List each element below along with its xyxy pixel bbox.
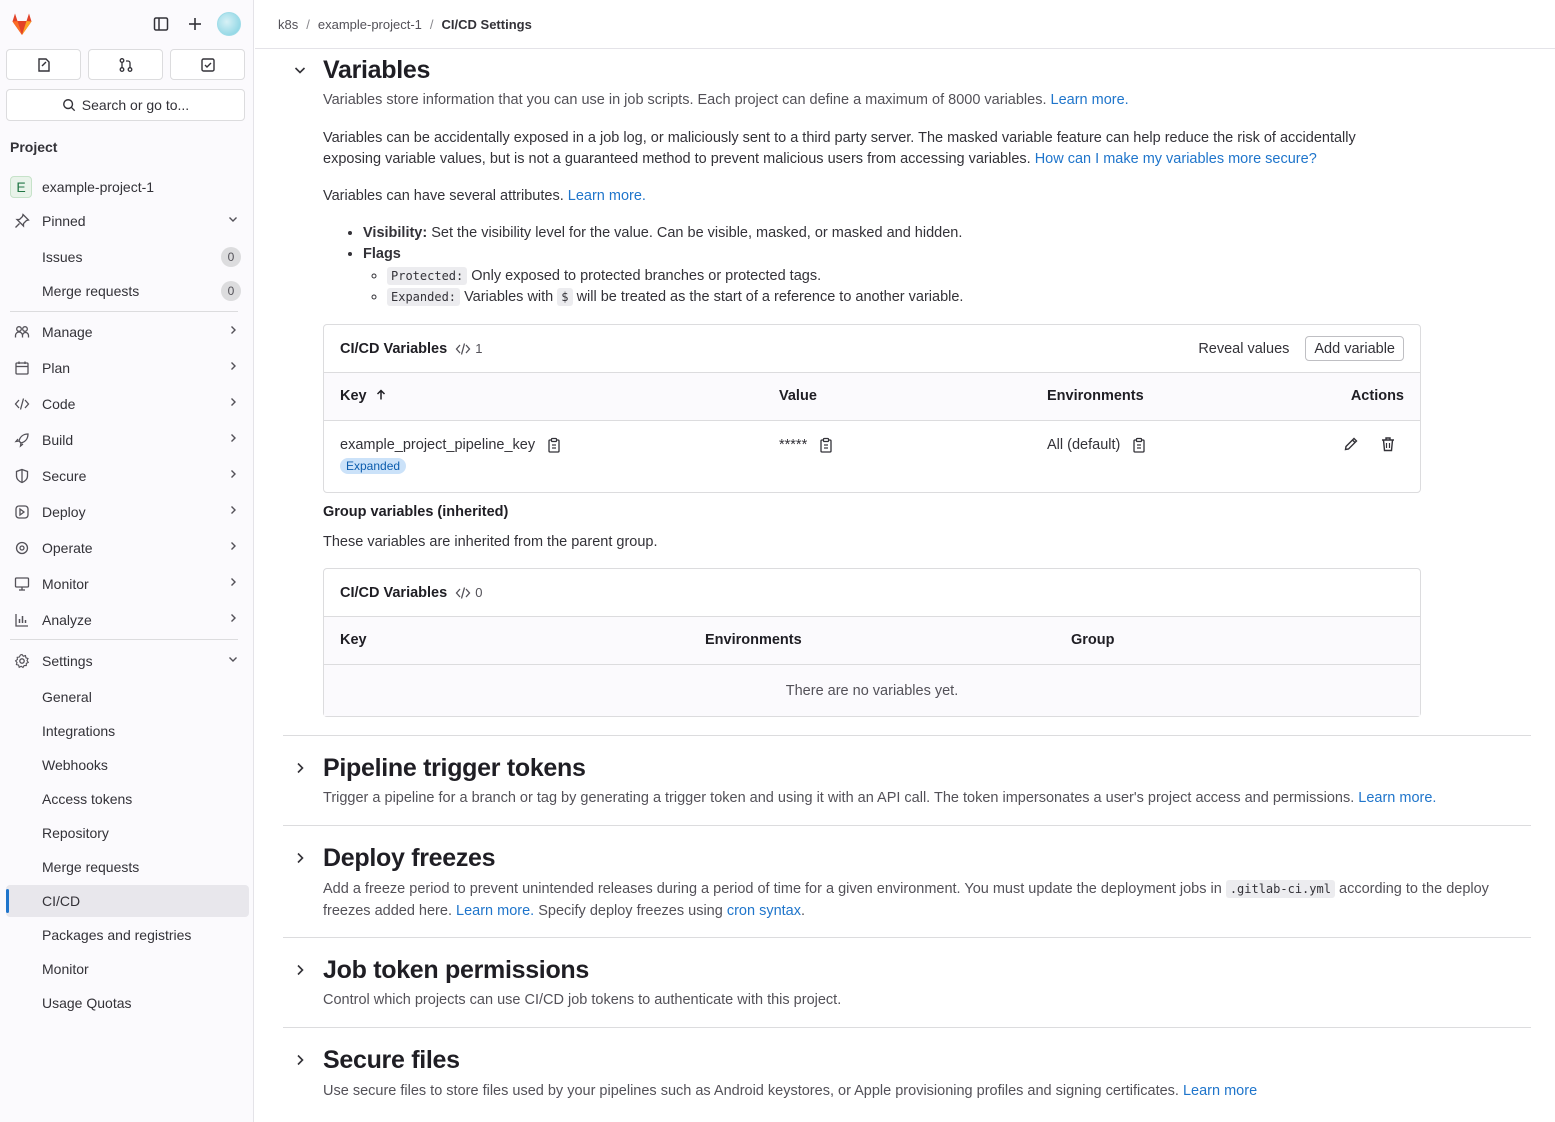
protected-code: Protected: xyxy=(387,267,467,285)
section-divider xyxy=(283,825,1531,826)
gitlab-logo-icon[interactable] xyxy=(9,11,35,37)
sidebar xyxy=(0,0,254,1122)
expanded-code: Expanded: xyxy=(387,288,460,306)
sidebar-item-label: Analyze xyxy=(42,612,92,628)
sidebar-item-label: Code xyxy=(42,396,76,412)
chevron-right-icon xyxy=(227,540,239,555)
chart-icon xyxy=(10,612,34,628)
attributes-intro xyxy=(323,186,646,207)
sidebar-shortcuts xyxy=(6,49,245,80)
delete-variable-button[interactable] xyxy=(1380,436,1396,456)
users-icon xyxy=(10,324,34,340)
breadcrumb-project-link[interactable]: example-project-1 xyxy=(317,16,422,32)
code-icon xyxy=(10,396,34,412)
column-header-environments: Environments xyxy=(1047,388,1144,404)
group-variables-count xyxy=(455,585,482,600)
breadcrumb-separator: / xyxy=(306,16,310,32)
breadcrumb-separator: / xyxy=(429,16,434,32)
column-header-actions: Actions xyxy=(1350,388,1404,404)
sidebar-item-repository[interactable] xyxy=(6,817,249,849)
pipeline-trigger-tokens-description xyxy=(323,788,1523,809)
variable-value-cell xyxy=(779,437,833,453)
sidebar-item-label: Plan xyxy=(42,360,71,376)
secure-files-title: Secure files xyxy=(323,1045,460,1074)
chevron-right-icon xyxy=(227,576,239,591)
variables-header[interactable] xyxy=(283,57,1531,83)
cicd-variables-title: CI/CD Variables xyxy=(340,340,448,357)
code-icon xyxy=(455,342,471,356)
variable-key: example_project_pipeline_key xyxy=(340,437,536,453)
breadcrumb-current[interactable]: CI/CD Settings xyxy=(441,16,532,32)
breadcrumb-group-link[interactable]: k8s xyxy=(278,16,299,32)
copy-icon[interactable] xyxy=(547,437,561,453)
column-header-environments: Environments xyxy=(705,632,802,648)
empty-state-row: There are no variables yet. xyxy=(324,665,1420,716)
edit-variable-button[interactable] xyxy=(1343,436,1359,456)
pipeline-trigger-tokens-header[interactable] xyxy=(283,755,1531,781)
deploy-freezes-header[interactable] xyxy=(283,845,1531,871)
sidebar-item-label: Access tokens xyxy=(42,791,133,807)
job-token-permissions-title: Job token permissions xyxy=(323,955,589,984)
sidebar-item-settings-merge-requests[interactable] xyxy=(6,851,249,883)
toggle-sidebar-icon[interactable] xyxy=(150,13,172,35)
user-avatar[interactable] xyxy=(217,12,241,36)
chevron-down-icon xyxy=(227,653,239,668)
chevron-right-icon xyxy=(227,504,239,519)
column-header-key[interactable] xyxy=(340,388,387,404)
variable-value: ***** xyxy=(779,437,808,453)
sidebar-item-deploy[interactable] xyxy=(6,496,249,528)
group-variables-count-value: 0 xyxy=(475,585,483,600)
issues-count-badge: 0 xyxy=(221,247,241,267)
section-divider xyxy=(283,1027,1531,1028)
sidebar-item-settings[interactable] xyxy=(6,645,249,677)
sidebar-item-access-tokens[interactable] xyxy=(6,783,249,815)
sidebar-item-general[interactable] xyxy=(6,681,249,713)
search-icon xyxy=(62,98,76,112)
expanded-badge: Expanded xyxy=(340,458,406,474)
section-desc-text: Specify deploy freezes using xyxy=(538,903,723,919)
copy-icon[interactable] xyxy=(1132,437,1146,453)
expanded-text-2: will be treated as the start of a reference to another variable. xyxy=(576,289,964,305)
sidebar-item-cicd[interactable] xyxy=(6,885,249,917)
variables-title: Variables xyxy=(323,55,431,84)
trash-icon xyxy=(1380,436,1396,452)
breadcrumb xyxy=(255,0,1555,49)
cron-syntax-link[interactable]: cron syntax xyxy=(726,903,801,919)
planning-icon xyxy=(10,360,34,376)
sidebar-item-label: Deploy xyxy=(42,504,86,520)
reveal-values-button[interactable]: Reveal values xyxy=(1198,340,1290,357)
chevron-right-icon[interactable] xyxy=(291,1051,309,1069)
merge-requests-button[interactable] xyxy=(88,49,163,80)
column-header-group: Group xyxy=(1071,632,1115,648)
code-icon xyxy=(455,586,471,600)
deploy-freezes-title: Deploy freezes xyxy=(323,843,496,872)
merge-requests-count-badge: 0 xyxy=(221,281,241,301)
secure-variables-link[interactable]: How can I make my variables more secure? xyxy=(1034,151,1317,167)
column-header-value: Value xyxy=(779,388,817,404)
sidebar-item-label: Webhooks xyxy=(42,757,108,773)
job-token-permissions-header[interactable] xyxy=(283,957,1531,983)
flags-label: Flags xyxy=(363,246,401,262)
assigned-issues-button[interactable] xyxy=(6,49,81,80)
issues-icon xyxy=(36,57,52,73)
shield-icon xyxy=(10,468,34,484)
secure-files-learn-more-link[interactable]: Learn more xyxy=(1182,1083,1258,1099)
sidebar-item-label: CI/CD xyxy=(42,893,81,909)
add-variable-button[interactable]: Add variable xyxy=(1305,336,1404,361)
sidebar-item-label: Monitor xyxy=(42,961,89,977)
chevron-right-icon[interactable] xyxy=(291,849,309,867)
sidebar-item-integrations[interactable] xyxy=(6,715,249,747)
create-new-icon[interactable] xyxy=(184,13,206,35)
section-desc-text: Add a freeze period to prevent unintended releases during a period of time for a given environment. You must update the deployment jobs in xyxy=(323,881,1222,897)
sidebar-item-label: Secure xyxy=(42,468,87,484)
sidebar-item-packages-registries[interactable] xyxy=(6,919,249,951)
pipeline-trigger-tokens-title: Pipeline trigger tokens xyxy=(323,753,586,782)
list-item xyxy=(387,266,1363,287)
monitor-icon xyxy=(10,576,34,592)
attributes-intro-text: Variables can have several attributes. xyxy=(323,188,564,204)
deploy-freezes-learn-more-link[interactable]: Learn more. xyxy=(456,903,535,919)
sort-ascending-icon xyxy=(375,389,387,401)
sidebar-item-label: Merge requests xyxy=(42,859,140,875)
sidebar-item-plan[interactable] xyxy=(6,352,249,384)
sidebar-item-label: Monitor xyxy=(42,576,89,592)
pipeline-trigger-learn-more-link[interactable]: Learn more. xyxy=(1358,790,1437,806)
group-variables-description: These variables are inherited from the parent group. xyxy=(323,534,658,550)
chevron-right-icon xyxy=(227,468,239,483)
chevron-down-icon xyxy=(227,213,239,228)
variables-count-value: 1 xyxy=(475,341,483,356)
sidebar-item-label: Repository xyxy=(42,825,109,841)
chevron-right-icon xyxy=(227,432,239,447)
sidebar-item-label: Usage Quotas xyxy=(42,995,132,1011)
chevron-right-icon xyxy=(227,324,239,339)
todo-list-button[interactable] xyxy=(170,49,245,80)
column-key-label: Key xyxy=(340,388,367,404)
variables-desc-text: Variables store information that you can use in job scripts. Each project can define a maximum of 8000 variables. xyxy=(323,92,1047,108)
chevron-right-icon[interactable] xyxy=(291,759,309,777)
search-placeholder: Search or go to... xyxy=(81,97,190,113)
sidebar-item-operate[interactable] xyxy=(6,532,249,564)
list-item xyxy=(387,287,1363,308)
sidebar-item-label: Integrations xyxy=(42,723,116,739)
sidebar-item-label: Operate xyxy=(42,540,93,556)
variables-count xyxy=(455,341,482,356)
protected-text: Only exposed to protected branches or protected tags. xyxy=(471,268,822,284)
pencil-icon xyxy=(1343,436,1359,452)
sidebar-item-analyze[interactable] xyxy=(6,604,249,636)
sidebar-item-label: General xyxy=(42,689,92,705)
cicd-variables-header xyxy=(324,325,1420,373)
settings-icon xyxy=(10,653,34,669)
variable-key-cell xyxy=(340,437,561,453)
chevron-right-icon[interactable] xyxy=(291,961,309,979)
active-indicator xyxy=(6,889,9,913)
variables-learn-more-link[interactable]: Learn more. xyxy=(1050,92,1129,108)
table-row xyxy=(324,421,1420,492)
sidebar-pinned-toggle[interactable] xyxy=(6,205,249,237)
sidebar-item-monitor[interactable] xyxy=(6,568,249,600)
group-variables-header xyxy=(324,569,1420,617)
column-header-key: Key xyxy=(340,632,367,648)
chevron-right-icon xyxy=(227,612,239,627)
sidebar-item-usage-quotas[interactable] xyxy=(6,987,249,1019)
section-desc-text: Use secure files to store files used by your pipelines such as Android keystores, or Apple provisioning profiles and signing certificates. xyxy=(323,1083,1179,1099)
sidebar-item-label: Packages and registries xyxy=(42,927,192,943)
chevron-right-icon xyxy=(227,396,239,411)
variable-env-cell xyxy=(1047,437,1146,453)
sidebar-item-merge-requests[interactable] xyxy=(6,275,249,307)
sidebar-item-manage[interactable] xyxy=(6,316,249,348)
variable-env: All (default) xyxy=(1047,437,1121,453)
chevron-down-icon[interactable] xyxy=(291,61,309,79)
chevron-right-icon xyxy=(227,360,239,375)
sidebar-divider xyxy=(10,311,238,312)
sidebar-top xyxy=(0,0,253,48)
sidebar-item-webhooks[interactable] xyxy=(6,749,249,781)
sidebar-item-label: Manage xyxy=(42,324,93,340)
pin-icon xyxy=(10,213,34,229)
section-desc-text: . xyxy=(801,903,806,919)
dollar-code: $ xyxy=(557,288,572,306)
project-avatar: E xyxy=(10,176,32,198)
sidebar-item-label: Merge requests xyxy=(42,283,140,299)
cloud-gear-icon xyxy=(10,540,34,556)
expanded-text: Variables with xyxy=(464,289,554,305)
sidebar-item-code[interactable] xyxy=(6,388,249,420)
sidebar-section-title: Project xyxy=(10,139,58,155)
sidebar-item-build[interactable] xyxy=(6,424,249,456)
secure-files-header[interactable] xyxy=(283,1047,1531,1073)
sidebar-item-label: Issues xyxy=(42,249,83,265)
deployments-icon xyxy=(10,504,34,520)
sidebar-project-link[interactable] xyxy=(6,171,249,203)
list-item xyxy=(363,244,1363,308)
visibility-text: Set the visibility level for the value. Can be visible, masked, or masked and hidden. xyxy=(431,225,963,241)
sidebar-item-settings-monitor[interactable] xyxy=(6,953,249,985)
table-header xyxy=(324,617,1420,665)
secure-files-description xyxy=(323,1081,1523,1102)
sidebar-item-label: Build xyxy=(42,432,74,448)
group-variables-title: Group variables (inherited) xyxy=(323,504,509,520)
attributes-learn-more-link[interactable]: Learn more. xyxy=(567,188,646,204)
section-divider xyxy=(283,735,1531,736)
section-desc-text: according to the deploy freezes added here. xyxy=(323,881,1489,919)
copy-icon[interactable] xyxy=(819,437,833,453)
job-token-permissions-description: Control which projects can use CI/CD job tokens to authenticate with this project. xyxy=(323,992,842,1008)
sidebar-divider xyxy=(10,639,238,640)
gitlab-ci-code: .gitlab-ci.yml xyxy=(1226,880,1335,898)
todo-icon xyxy=(200,57,216,73)
attributes-list xyxy=(363,223,1363,308)
group-variables-card xyxy=(323,568,1421,717)
project-name: example-project-1 xyxy=(42,179,155,195)
search-button[interactable] xyxy=(6,89,245,121)
variables-description xyxy=(323,90,1473,111)
group-variables-card-title: CI/CD Variables xyxy=(340,584,448,601)
sidebar-item-secure[interactable] xyxy=(6,460,249,492)
merge-request-icon xyxy=(118,57,134,73)
section-desc-text: Trigger a pipeline for a branch or tag by generating a trigger token and using it with an API call. The token impersonates a user's project access and permissions. xyxy=(323,790,1355,806)
section-divider xyxy=(283,937,1531,938)
sidebar-item-label: Settings xyxy=(42,653,93,669)
deploy-freezes-description xyxy=(323,878,1531,922)
variables-warning xyxy=(323,128,1413,170)
pinned-label: Pinned xyxy=(42,213,86,229)
table-actions xyxy=(1198,336,1404,361)
table-header xyxy=(324,373,1420,421)
list-item xyxy=(363,223,1363,244)
variables-warning-text: Variables can be accidentally exposed in a job log, or maliciously sent to a third party server. The masked variable feature can help reduce the risk of accidentally exposing variable values, but is not a guaranteed method to prevent malicious users from accessing variables. xyxy=(323,130,1356,167)
visibility-label: Visibility: xyxy=(363,225,428,241)
sidebar-item-issues[interactable] xyxy=(6,241,249,273)
cicd-variables-card xyxy=(323,324,1421,493)
rocket-icon xyxy=(10,432,34,448)
